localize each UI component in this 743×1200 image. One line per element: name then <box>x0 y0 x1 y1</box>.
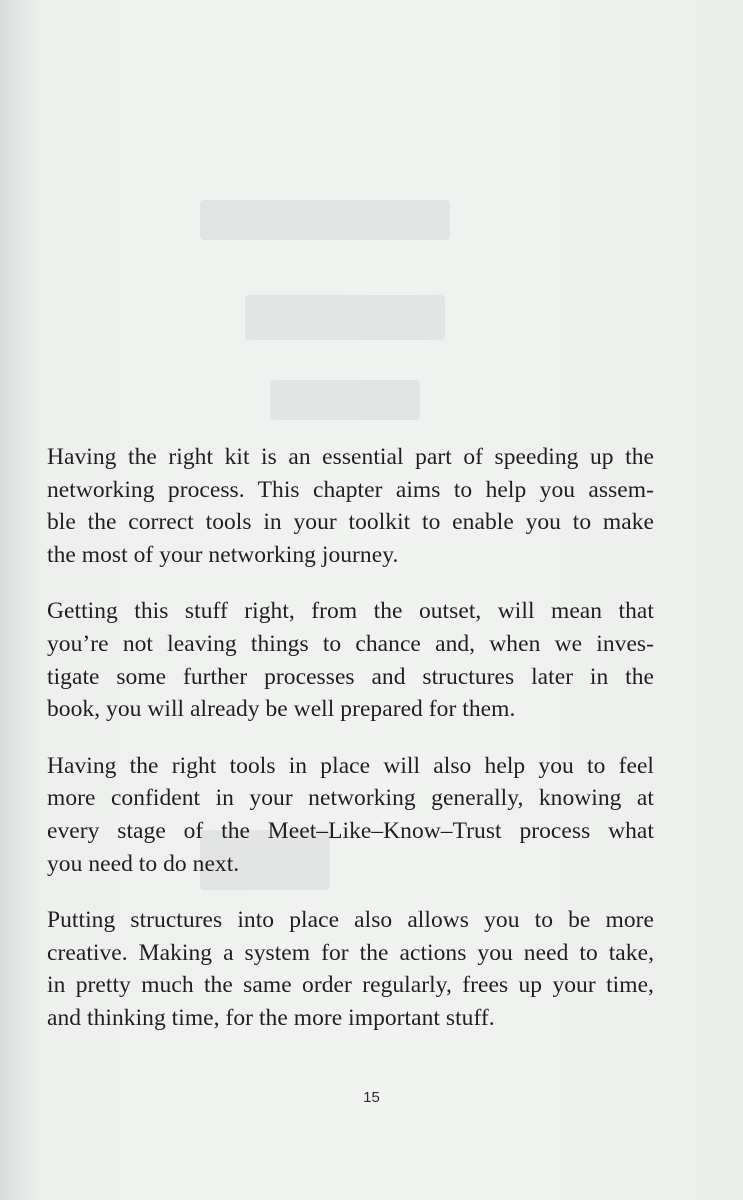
bleed-through-funnel-shape <box>245 295 445 340</box>
paragraph <box>47 595 654 725</box>
text-line: networking process. This chapter aims to help you assem- <box>47 476 654 503</box>
text-line: book, you will already be well prepared for them. <box>47 696 516 723</box>
paragraph <box>47 441 654 571</box>
text-line: ble the correct tools in your toolkit to enable you to make <box>47 509 654 536</box>
text-line: Having the right kit is an essential part of speeding up the <box>47 444 654 470</box>
text-line: Getting this stuff right, from the outset, will mean that <box>47 598 654 625</box>
text-line: the most of your networking journey. <box>47 541 399 568</box>
body-text <box>47 441 654 1059</box>
text-line: Putting structures into place also allows you to be more <box>47 907 654 934</box>
text-line: Having the right tools in place will also help you to feel <box>47 752 654 779</box>
text-line: tigate some further processes and structures later in the <box>47 663 654 690</box>
bleed-through-funnel-shape <box>200 200 450 240</box>
text-line: more confident in your networking generally, knowing at <box>47 785 654 812</box>
paragraph <box>47 750 654 880</box>
text-line: and thinking time, for the more important stuff. <box>47 1004 495 1031</box>
text-line: creative. Making a system for the actions you need to take, <box>47 939 654 966</box>
text-line: you’re not leaving things to chance and, when we inves- <box>47 630 654 657</box>
bleed-through-funnel-shape <box>270 380 420 420</box>
page-number: 15 <box>363 1089 380 1106</box>
text-line: you need to do next. <box>47 850 240 877</box>
text-line: every stage of the Meet–Like–Know–Trust process what <box>47 817 654 844</box>
paragraph <box>47 904 654 1034</box>
text-line: in pretty much the same order regularly, frees up your time, <box>47 972 654 999</box>
